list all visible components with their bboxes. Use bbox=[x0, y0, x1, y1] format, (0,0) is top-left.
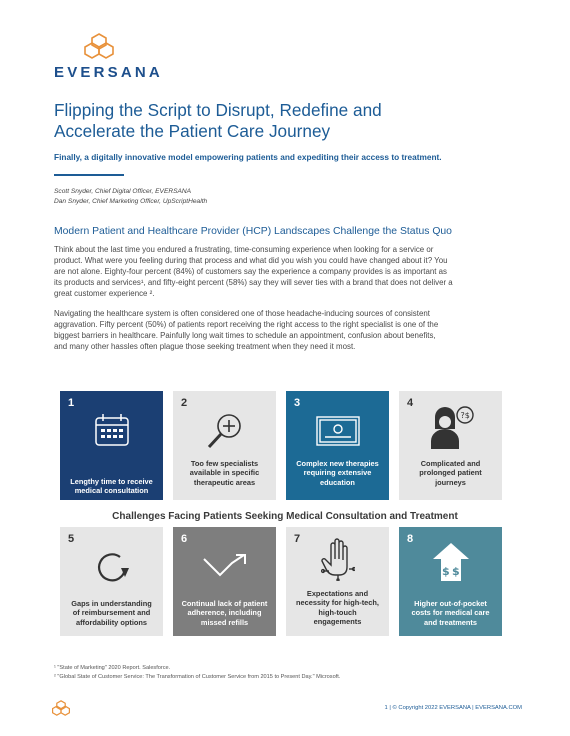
zigzag-arrow-icon bbox=[202, 553, 248, 581]
refresh-arrow-icon bbox=[94, 549, 130, 585]
title-line-1: Flipping the Script to Disrupt, Redefine and bbox=[54, 100, 382, 120]
page-footer: 1 | © Copyright 2022 EVERSANA | EVERSANA.COM bbox=[384, 705, 522, 711]
challenge-tile-2 bbox=[173, 391, 276, 500]
challenge-tile-6 bbox=[173, 527, 276, 636]
tile-number: 2 bbox=[181, 397, 188, 409]
eversana-logo bbox=[54, 33, 163, 81]
tile-number: 1 bbox=[68, 397, 75, 409]
tile-number: 3 bbox=[294, 397, 301, 409]
hand-circuit-icon bbox=[321, 535, 355, 581]
author-1: Scott Snyder, Chief Digital Officer, EVERSANA bbox=[54, 188, 192, 195]
tile-number: 5 bbox=[68, 533, 75, 545]
tile-number: 8 bbox=[407, 533, 414, 545]
page-title bbox=[54, 100, 524, 142]
paragraph-2: Navigating the healthcare system is often considered one of those headache-inducing sources of consistent aggravation. Fifty percent (50%) of patients report receiving the right access to the right specialist is one of the biggest barriers in healthcare. Painfully long wait times to schedule an appointment, confusion about benefits, and many other hassles often plague those seeking treatment when they need it most. bbox=[54, 309, 439, 351]
tile-caption: Complex new therapies requiring extensive education bbox=[296, 459, 379, 487]
challenge-tile-8 bbox=[399, 527, 502, 636]
paragraph-1: Think about the last time you endured a frustrating, time-consuming experience when looking for a service or product. What were you feeling during that process and what did you wish you could have changed about it? You are not alone. Eighty-four percent (84%) of customers say the experience a company provides is as important as its products and services¹, and fifty-eight percent (58%) say they will sever ties with a brand that does not deliver a great customer experience ². bbox=[54, 245, 453, 298]
confused-person-icon bbox=[427, 405, 475, 449]
tile-number: 6 bbox=[181, 533, 188, 545]
tile-number: 7 bbox=[294, 533, 301, 545]
challenge-tile-5 bbox=[60, 527, 163, 636]
challenge-tile-7 bbox=[286, 527, 389, 636]
tile-caption: Too few specialists available in specific therapeutic areas bbox=[189, 459, 260, 487]
svg-text:?$: ?$ bbox=[460, 411, 470, 420]
footnote-2: ² "Global State of Customer Service: The Transformation of Customer Service from 2015 to Present Day." Microsoft. bbox=[54, 674, 341, 680]
title-divider bbox=[54, 174, 124, 176]
calendar-icon bbox=[94, 413, 130, 447]
certificate-icon bbox=[315, 415, 361, 447]
magnifier-cross-icon bbox=[205, 411, 245, 451]
svg-text:$: $ bbox=[441, 565, 450, 578]
challenge-tile-4 bbox=[399, 391, 502, 500]
tile-caption: Expectations and necessity for high-tech, high-touch engagements bbox=[296, 589, 379, 626]
page-subtitle: Finally, a digitally innovative model empowering patients and expediting their access to treatment. bbox=[54, 152, 442, 162]
challenge-tile-3 bbox=[286, 391, 389, 500]
section-heading: Modern Patient and Healthcare Provider (HCP) Landscapes Challenge the Status Quo bbox=[54, 226, 452, 237]
tile-caption: Continual lack of patient adherence, including missed refills bbox=[181, 599, 268, 627]
eversana-logo-mark bbox=[84, 33, 114, 59]
tile-caption: Higher out-of-pocket costs for medical care and treatments bbox=[411, 599, 490, 627]
svg-text:$: $ bbox=[451, 565, 460, 578]
author-2: Dan Snyder, Chief Marketing Officer, UpScriptHealth bbox=[54, 198, 208, 205]
tile-caption: Lengthy time to receive medical consultation bbox=[70, 477, 153, 496]
tile-caption: Gaps in understanding of reimbursement and affordability options bbox=[71, 599, 152, 627]
dollar-up-arrow-icon bbox=[431, 541, 471, 583]
title-line-2: Accelerate the Patient Care Journey bbox=[54, 121, 331, 141]
brand-name: EVERSANA bbox=[54, 64, 163, 81]
tile-number: 4 bbox=[407, 397, 414, 409]
challenge-tile-1 bbox=[60, 391, 163, 500]
tile-caption: Complicated and prolonged patient journeys bbox=[419, 459, 482, 487]
eversana-footer-logo-icon bbox=[52, 700, 70, 716]
challenges-title: Challenges Facing Patients Seeking Medical Consultation and Treatment bbox=[112, 511, 458, 522]
footnote-1: ¹ "State of Marketing" 2020 Report. Salesforce. bbox=[54, 665, 171, 671]
